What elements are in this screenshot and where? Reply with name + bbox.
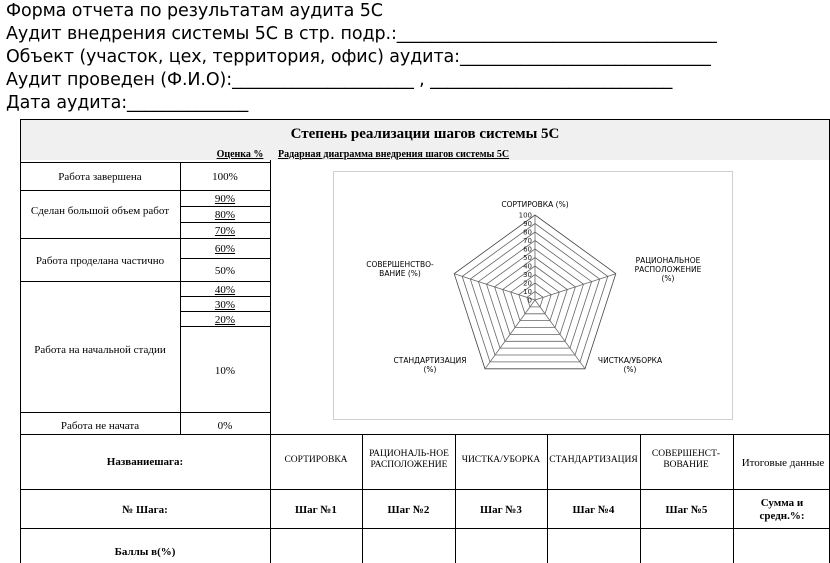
radar-tick-label: 0 xyxy=(527,296,532,305)
radar-axis-line xyxy=(535,274,616,300)
table-border xyxy=(20,489,830,490)
radar-label-sort: СОРТИРОВКА (%) xyxy=(501,200,569,209)
scale-label-partial: Работа проделана частично xyxy=(35,255,165,267)
radar-tick-label: 50 xyxy=(523,254,532,262)
step-num: Шаг №5 xyxy=(665,504,708,516)
radar-label-std xyxy=(380,356,480,374)
form-title: Форма отчета по результатам аудита 5С xyxy=(6,1,383,21)
step-name: СОРТИРОВКА xyxy=(284,455,348,465)
table-border xyxy=(270,434,271,563)
radar-label-rational-line: (%) xyxy=(661,274,675,283)
scale-value: 10% xyxy=(214,365,236,377)
subtitle-percent: Оценка % xyxy=(216,149,264,160)
radar-label-rational-line: РАСПОЛОЖЕНИЕ xyxy=(634,265,702,274)
date-line: Дата аудита:______________ xyxy=(6,93,249,113)
scale-value: 0% xyxy=(217,420,233,432)
scale-value: 90% xyxy=(214,193,236,205)
table-border xyxy=(640,434,641,563)
scale-label-big: Сделан большой объем работ xyxy=(30,205,170,217)
scale-label-done: Работа завершена xyxy=(58,171,142,183)
step-num: Шаг №2 xyxy=(387,504,430,516)
scale-value: 30% xyxy=(214,299,236,311)
row-name-label: Названиешага: xyxy=(106,456,184,468)
radar-tick-label: 80 xyxy=(523,228,532,237)
row-num-label: № Шага: xyxy=(122,504,168,516)
step-name: СТАНДАРТИЗАЦИЯ xyxy=(549,455,638,465)
radar-tick-label: 70 xyxy=(523,237,532,245)
radar-tick-label: 40 xyxy=(523,262,532,271)
radar-label-std-line: СТАНДАРТИЗАЦИЯ xyxy=(393,356,467,365)
radar-label-clean-line: ЧИСТКА/УБОРКА xyxy=(597,356,663,365)
subtitle-radar: Радарная диаграмма внедрения шагов системы 5С xyxy=(278,149,510,160)
scale-value: 60% xyxy=(214,243,236,255)
radar-label-clean-line: (%) xyxy=(623,365,637,374)
step-name: РАЦИОНАЛЬ-НОЕ РАСПОЛОЖЕНИЕ xyxy=(369,449,449,470)
radar-tick-label: 20 xyxy=(523,279,532,288)
step-name: ЧИСТКА/УБОРКА xyxy=(461,455,541,465)
table-border xyxy=(547,434,548,563)
radar-label-std-line: (%) xyxy=(423,365,437,374)
final-num: Сумма и средн.%: xyxy=(759,497,805,522)
radar-label-perf-line: ВАНИЕ (%) xyxy=(379,269,421,278)
scale-value: 70% xyxy=(214,225,236,237)
table-border xyxy=(362,434,363,563)
scale-value: 80% xyxy=(214,209,236,221)
auditor-line: Аудит проведен (Ф.И.О):_____________________ , ____________________________ xyxy=(6,70,673,90)
scale-label-initial: Работа на начальной стадии xyxy=(34,344,166,356)
step-num: Шаг №1 xyxy=(295,504,337,516)
table-border xyxy=(455,434,456,563)
subdivision-line: Аудит внедрения системы 5С в стр. подр.:_____________________________________ xyxy=(6,24,717,44)
final-header: Итоговые данные xyxy=(741,457,825,469)
radar-label-clean xyxy=(580,356,680,374)
step-name: СОВЕРШЕНСТ-ВОВАНИЕ xyxy=(651,449,721,470)
table-border xyxy=(733,434,734,563)
radar-label-perf-line: СОВЕРШЕНСТВО- xyxy=(366,260,434,269)
radar-label-rational xyxy=(620,256,716,283)
scale-label-notstarted: Работа не начата xyxy=(60,420,140,432)
radar-tick-label: 60 xyxy=(523,245,532,254)
scale-value: 40% xyxy=(214,284,236,296)
radar-tick-label: 30 xyxy=(523,271,532,279)
radar-label-perf xyxy=(350,260,450,278)
radar-tick-label: 90 xyxy=(523,220,532,228)
scale-value: 100% xyxy=(212,171,238,183)
radar-tick-label: 100 xyxy=(518,211,532,220)
radar-label-rational-line: РАЦИОНАЛЬНОЕ xyxy=(635,256,701,265)
row-score-label: Баллы в(%) xyxy=(114,546,176,558)
table-border xyxy=(20,434,830,435)
scale-value: 50% xyxy=(214,265,236,277)
step-num: Шаг №4 xyxy=(572,504,615,516)
step-num: Шаг №3 xyxy=(480,504,522,516)
radar-tick-label: 10 xyxy=(523,288,532,296)
report-title: Степень реализации шагов системы 5С xyxy=(290,126,560,142)
scale-value: 20% xyxy=(214,314,236,326)
table-border xyxy=(20,528,830,529)
object-line: Объект (участок, цех, территория, офис) аудита:_____________________________ xyxy=(6,47,711,67)
